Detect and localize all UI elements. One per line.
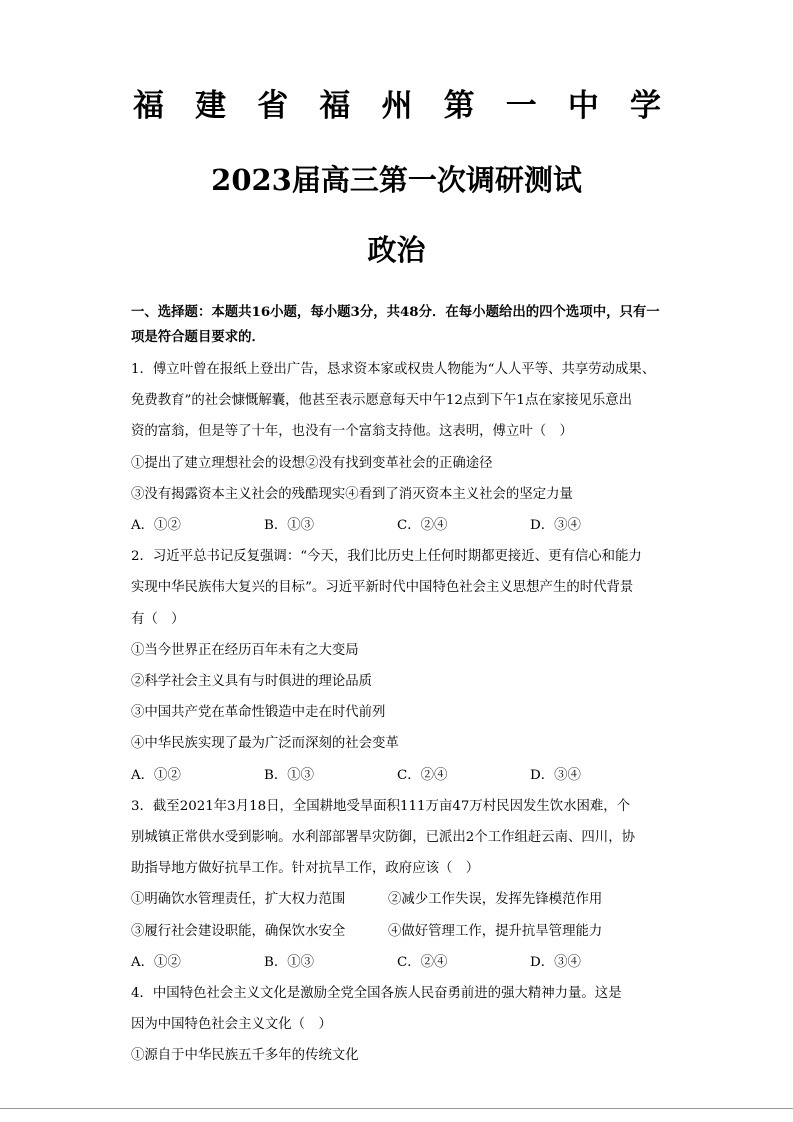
question-2 (131, 541, 663, 791)
question-stem-line: 资的富翁，但是等了十年，也没有一个富翁支持他。这表明，傅立叶（ ） (131, 424, 573, 440)
choice-a: A．①② (131, 518, 181, 534)
question-stem-line: 别城镇正常供水受到影响。水利部部署旱灾防御，已派出2个工作组赶云南、四川，协 (131, 830, 635, 846)
question-option: ③没有揭露资本主义社会的残酷现实④看到了消灭资本主义社会的坚定力量 (131, 486, 573, 502)
question-option: ②减少工作失误，发挥先锋模范作用 (388, 892, 603, 908)
question-stem-line: 免费教育”的社会慷慨解囊，他甚至表示愿意每天中午12点到下午1点在家接见乐意出 (131, 393, 633, 409)
question-option: ③履行社会建设职能，确保饮水安全 (131, 923, 346, 939)
school-char: 省 (257, 88, 289, 124)
question-3 (131, 791, 663, 978)
choice-b: B．①③ (264, 518, 315, 534)
school-char: 第 (443, 88, 475, 124)
page-bottom-divider (0, 1108, 793, 1109)
school-char: 福 (319, 88, 351, 124)
school-char: 建 (195, 88, 227, 124)
section-instruction: 一、选择题：本题共16小题，每小题3分，共48分．在每小题给出的四个选项中，只有一项是符合题目要求的． (131, 304, 660, 345)
choice-b: B．①③ (264, 954, 315, 970)
choice-c: C．②④ (397, 767, 448, 783)
school-char: 州 (381, 88, 413, 124)
exam-title: 2023届高三第一次调研测试 (211, 163, 582, 197)
question-option: ①明确饮水管理责任，扩大权力范围 (131, 892, 346, 908)
school-char: 一 (505, 88, 537, 124)
question-stem-line: 实现中华民族伟大复兴的目标”。习近平新时代中国特色社会主义思想产生的时代背景 (131, 580, 634, 596)
choice-d: D．③④ (530, 767, 581, 783)
question-stem-line: 因为中国特色社会主义文化（ ） (131, 1017, 332, 1033)
question-option: ①当今世界正在经历百年未有之大变局 (131, 642, 359, 658)
question-option: ②科学社会主义具有与时俱进的理论品质 (131, 674, 373, 690)
exam-content (131, 300, 663, 1072)
choice-a: A．①② (131, 767, 181, 783)
choice-b: B．①③ (264, 767, 315, 783)
answer-choices (131, 760, 663, 791)
choice-c: C．②④ (397, 518, 448, 534)
choice-d: D．③④ (530, 954, 581, 970)
question-stem-line: 有（ ） (131, 611, 185, 627)
question-stem-line: 1．傅立叶曾在报纸上登出广告，恳求资本家或权贵人物能为“人人平等、共享劳动成果、 (131, 362, 656, 377)
choice-c: C．②④ (397, 954, 448, 970)
question-option: ①提出了建立理想社会的设想②没有找到变革社会的正确途径 (131, 455, 493, 471)
question-option: ③中国共产党在革命性锻造中走在时代前列 (131, 705, 386, 721)
school-name-title (133, 86, 661, 126)
question-1 (131, 354, 663, 541)
question-option: ④中华民族实现了最为广泛而深刻的社会变革 (131, 736, 399, 752)
school-char: 福 (133, 88, 164, 124)
answer-choices (131, 947, 663, 978)
question-option-pair (131, 916, 663, 947)
question-option: ①源自于中华民族五千多年的传统文化 (131, 1048, 359, 1064)
school-char: 学 (630, 88, 661, 124)
question-stem-line: 助指导地方做好抗旱工作。针对抗旱工作，政府应该（ ） (131, 861, 480, 877)
choice-d: D．③④ (530, 518, 581, 534)
question-option: ④做好管理工作，提升抗旱管理能力 (388, 923, 603, 939)
question-stem-line: 2．习近平总书记反复强调：“今天，我们比历史上任何时期都更接近、更有信心和能力 (131, 549, 642, 565)
question-4 (131, 978, 663, 1072)
question-stem-line: 4．中国特色社会主义文化是激励全党全国各族人民奋勇前进的强大精神力量。这是 (131, 986, 622, 1002)
choice-a: A．①② (131, 954, 181, 970)
school-char: 中 (567, 88, 599, 124)
question-stem-line: 3．截至2021年3月18日，全国耕地受旱面积111万亩47万村民因发生饮水困难，个 (131, 798, 631, 814)
question-option-pair (131, 884, 663, 915)
answer-choices (131, 510, 663, 541)
subject-title: 政治 (367, 233, 426, 267)
